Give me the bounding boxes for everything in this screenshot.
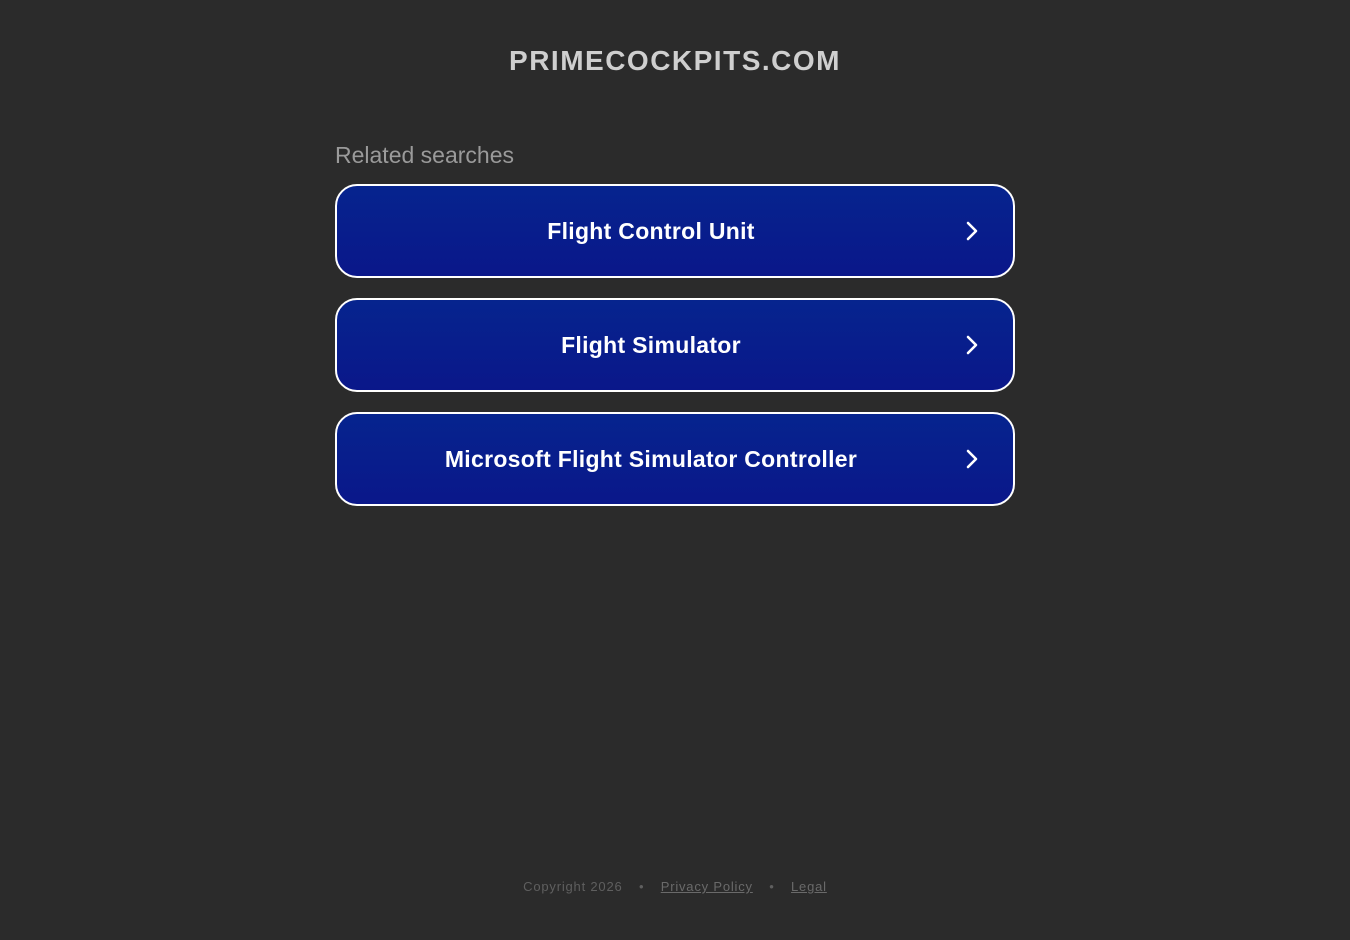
- related-searches-heading: Related searches: [335, 142, 514, 168]
- related-searches-section: [335, 140, 1015, 526]
- footer-separator: •: [638, 879, 645, 894]
- footer: [0, 879, 1350, 894]
- search-button-label: Flight Simulator: [561, 331, 741, 358]
- legal-link[interactable]: Legal: [791, 879, 827, 894]
- search-button-microsoft-flight-simulator-controller[interactable]: [335, 412, 1015, 506]
- site-domain-title: PRIMECOCKPITS.COM: [509, 45, 841, 76]
- search-button-label: Flight Control Unit: [547, 217, 755, 244]
- search-button-flight-simulator[interactable]: [335, 298, 1015, 392]
- chevron-right-icon: [965, 334, 979, 356]
- footer-separator: •: [769, 879, 775, 894]
- chevron-right-icon: [965, 448, 979, 470]
- copyright-text: Copyright 2026: [523, 879, 623, 894]
- chevron-right-icon: [965, 220, 979, 242]
- search-button-label: Microsoft Flight Simulator Controller: [444, 445, 858, 472]
- search-button-flight-control-unit[interactable]: [335, 184, 1015, 278]
- privacy-policy-link[interactable]: Privacy Policy: [660, 879, 753, 894]
